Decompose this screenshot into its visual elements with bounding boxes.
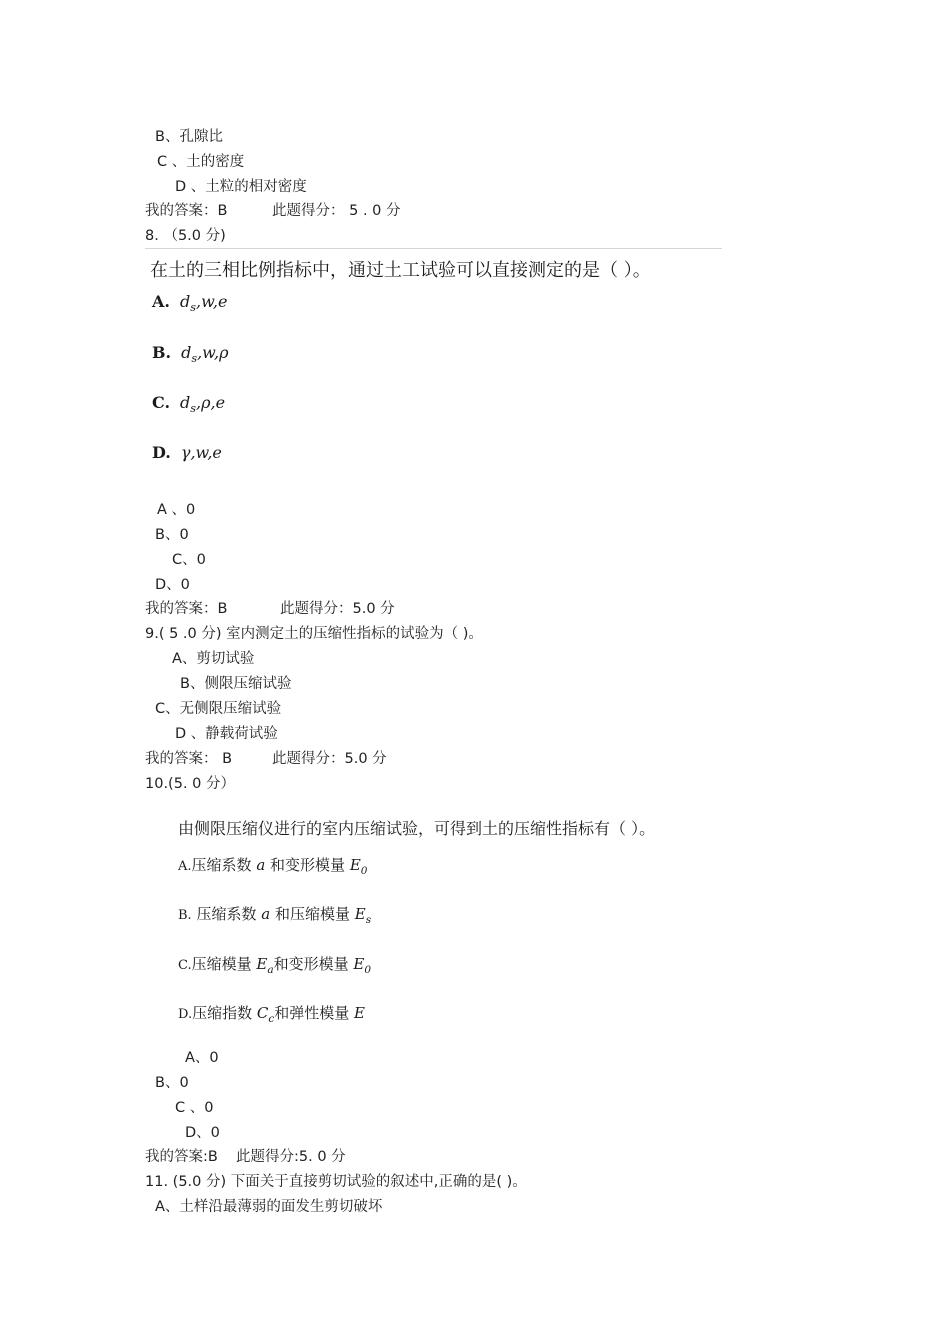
- q8-choice-d: D、0: [155, 577, 190, 593]
- q9-choice-a: A、剪切试验: [172, 651, 255, 667]
- q10-image-option-c: C.压缩模量 $E_a$和变形模量 $E_0$: [178, 955, 372, 976]
- q8-choice-a: A 、0: [157, 502, 196, 518]
- q8-score: 此题得分：5.0 分: [280, 601, 395, 617]
- q7-score: 此题得分： 5 . 0 分: [272, 203, 401, 219]
- q10-choice-a: A、0: [185, 1050, 219, 1066]
- q10-header: 10.(5. 0 分）: [145, 776, 235, 792]
- q10-choice-c: C 、0: [175, 1100, 214, 1116]
- q10-choice-d: D、0: [185, 1125, 220, 1141]
- q7-my-answer: 我的答案：B: [145, 203, 228, 219]
- q8-stem: 在土的三相比例指标中，通过土工试验可以直接测定的是（ ）。: [150, 260, 651, 281]
- q9-score: 此题得分：5.0 分: [272, 751, 387, 767]
- q7-option-b: B、孔隙比: [155, 129, 223, 145]
- q8-image-divider: [145, 248, 722, 249]
- q10-my-answer: 我的答案:B: [145, 1149, 218, 1165]
- q8-choice-c: C、0: [172, 552, 206, 568]
- q7-option-d: D 、土粒的相对密度: [175, 179, 307, 195]
- q11-option-a: A、土样沿最薄弱的面发生剪切破坏: [155, 1199, 383, 1215]
- q11-header: 11. (5.0 分) 下面关于直接剪切试验的叙述中,正确的是( )。: [145, 1174, 527, 1190]
- q8-image-option-b: B. $d_s,w,\rho$: [152, 343, 229, 366]
- q8-my-answer: 我的答案：B: [145, 601, 228, 617]
- q9-my-answer: 我的答案： B: [145, 751, 233, 767]
- q9-header: 9.( 5 .0 分) 室内测定土的压缩性指标的试验为（ )。: [145, 626, 483, 642]
- q7-option-c: C 、土的密度: [157, 154, 245, 170]
- q8-image-option-d: D. γ,w,e: [152, 443, 222, 462]
- q8-image-option-a: A. $d_s,w,e$: [152, 292, 228, 315]
- q10-question-image: [178, 812, 718, 1032]
- q8-image-option-c: C. $d_s,\rho,e$: [152, 393, 226, 416]
- q10-stem: 由侧限压缩仪进行的室内压缩试验，可得到土的压缩性指标有（ ）。: [178, 819, 656, 838]
- q10-image-option-b: B. 压缩系数 a 和压缩模量 $E_s$: [178, 905, 372, 926]
- q8-question-image: [150, 252, 730, 477]
- q10-score: 此题得分:5. 0 分: [236, 1149, 346, 1165]
- q9-choice-b: B、侧限压缩试验: [180, 676, 292, 692]
- q9-choice-d: D 、静载荷试验: [175, 726, 278, 742]
- q9-choice-c: C、无侧限压缩试验: [155, 701, 282, 717]
- q10-image-option-a: A.压缩系数 a 和变形模量 $E_0$: [178, 856, 368, 877]
- q10-image-option-d: D.压缩指数 $C_c$和弹性模量 E: [178, 1004, 365, 1025]
- q8-header: 8. （5.0 分): [145, 228, 226, 244]
- q8-choice-b: B、0: [155, 527, 189, 543]
- q10-choice-b: B、0: [155, 1075, 189, 1091]
